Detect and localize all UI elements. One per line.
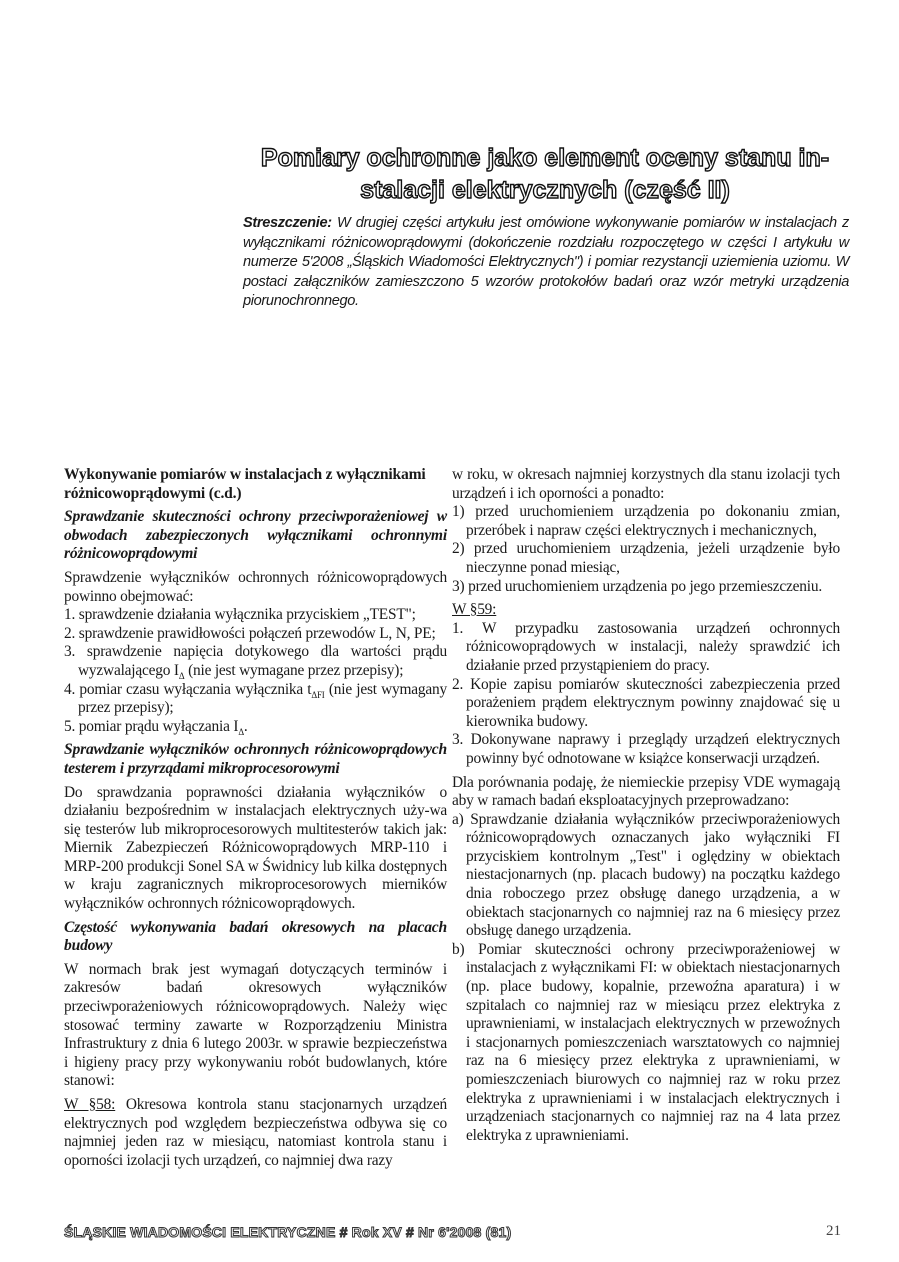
list-item: b) Pomiar skuteczności ochrony przeciwporażeniowej w instalacjach z wyłącznikami FI: w obiektach niestacjonarnych (np. place budowy, kopalnie, przewoźna aparatura) i w szpitalach co najmniej raz w miesiącu przez elektryka z uprawnieniami, w instalacjach elektrycznych w przewoźnych i stacjonarnych pomieszczeniach warsztatowych co najmniej raz na 6 miesięcy przez elektryka z uprawnieniami, w pomieszczeniach biurowych co najmniej raz w roku przez elektryka z uprawnieniami i w instalacjach elektrycznych i urządzeniach stacjonarnych co najmniej raz na 4 lata przez elektryka z uprawnieniami.	[452, 940, 840, 1144]
right-column	[452, 466, 840, 1145]
subscript: Δ	[178, 671, 185, 682]
paragraph-testers: Do sprawdzania poprawności działania wyłączników o działaniu bezpośrednim w instalacjach elektrycznych uży-wa się testerów lub mikroprocesorowych multitesterów takich jak: Miernik Zabezpieczeń Różnicowoprądowych MRP-110 i MRP-200 produkcji Sonel SA w Świdnicy lub kilka dostępnych w kraju zagranicznych mikroprocesorowych mierników wyłączników ochronnych różnicowoprądowych.	[64, 783, 447, 913]
list-item: 1. W przypadku zastosowania urządzeń ochronnych różnicowoprądowych w instalacji, należy sprawdzić ich działanie przed przystąpieniem do pracy.	[452, 619, 840, 674]
left-column	[64, 466, 447, 1175]
article-title	[190, 142, 899, 206]
s59-label: W §59:	[452, 601, 497, 619]
list-item: 3. Dokonywane naprawy i przeglądy urządzeń elektrycznych powinny być odnotowane w książce konserwacji urządzeń.	[452, 731, 840, 767]
list-item: a) Sprawdzanie działania wyłączników przeciwporażeniowych różnicowoprądowych oznaczanych jako wyłączniki FI przyciskiem kontrolnym „Test" i oględziny w obiektach niestacjonarnych (np. placach budowy) na początku każdego dnia roboczego przez obsługę danego urządzenia, a w obiektach stacjonarnych co najmniej raz na 6 miesięcy przez obsługę danego urządzenia.	[452, 810, 840, 940]
list-item: 3) przed uruchomieniem urządzenia po jego przemieszczeniu.	[452, 577, 822, 595]
list-item-text: (nie jest wymagane przez przepisy);	[184, 661, 404, 679]
paragraph-s58	[64, 1096, 447, 1170]
list-item: 1. sprawdzenie działania wyłącznika przyciskiem „TEST";	[64, 606, 416, 624]
paragraph-intro: Sprawdzenie wyłączników ochronnych różnicowoprądowych powinno obejmować:	[64, 568, 447, 605]
list-item-text: 4. pomiar czasu wyłączania wyłącznika t	[64, 680, 312, 698]
list-item: 1) przed uruchomieniem urządzenia po dokonaniu zmian, przeróbek i napraw części elektrycznych i mechanicznych,	[452, 503, 840, 539]
list-item-text: 3. sprawdzenie napięcia dotykowego dla wartości prądu wyzwalającego I	[64, 643, 447, 679]
title-line-2: stalacji elektrycznych (część II)	[360, 176, 730, 204]
paragraph-frequency: W normach brak jest wymagań dotyczących terminów i zakresów badań okresowych wyłączników przeciwporażeniowych różnicowoprądowych. Należy więc stosować terminy zawarte w Rozporządzeniu Ministra Infrastruktury z dnia 6 lutego 2003r. w sprawie bezpieczeństwa i higieny pracy przy wykonywaniu robót budowlanych, które stanowi:	[64, 960, 447, 1090]
s58-text: Okresowa kontrola stanu stacjonarnych urządzeń elektrycznych pod względem bezpieczeństwa odbywa się co najmniej jeden raz w miesiącu, natomiast kontrola stanu i oporności izolacji tych urządzeń, co najmniej dwa razy	[64, 1096, 447, 1169]
paragraph-vde: Dla porównania podaję, że niemieckie przepisy VDE wymagają aby w ramach badań eksploatacyjnych przeprowadzano:	[452, 773, 840, 810]
subheading-frequency: Częstość wykonywania badań okresowych na placach budowy	[64, 918, 447, 955]
list-item: 2) przed uruchomieniem urządzenia, jeżeli urządzenie było nieczynne ponad miesiąc,	[452, 540, 840, 576]
section-heading: Wykonywanie pomiarów w instalacjach z wyłącznikami różnicowoprądowymi (c.d.)	[64, 466, 426, 502]
abstract	[243, 214, 849, 312]
s58-label: W §58:	[64, 1096, 116, 1113]
subscript: Δ	[238, 726, 244, 737]
list-item-text: .	[243, 717, 248, 735]
abstract-text: W drugiej części artykułu jest omówione wykonywanie pomiarów w instalacjach z wyłącznikami różnicowoprądowymi (dokończenie rozdziału rozpoczętego w części I artykułu w numerze 5'2008 „Śląskich Wiadomości Elektrycznych") i pomiar rezystancji uziemienia uziomu. W postaci załączników zamieszczono 5 wzorów protokołów badań oraz wzór metryki urządzenia piorunochronnego.	[243, 215, 850, 309]
list-item: 2. sprawdzenie prawidłowości połączeń przewodów L, N, PE;	[64, 624, 436, 642]
paragraph-continuation: w roku, w okresach najmniej korzystnych dla stanu izolacji tych urządzeń i ich oporności a ponadto:	[452, 466, 840, 502]
list-item: 2. Kopie zapisu pomiarów skuteczności zabezpieczenia przed porażeniem prądem elektrycznym powinny znajdować się u kierownika budowy.	[452, 675, 840, 730]
list-item	[64, 681, 447, 718]
title-line-1: Pomiary ochronne jako element oceny stanu in-	[260, 144, 830, 172]
list-item-text: 5. pomiar prądu wyłączania I	[64, 717, 239, 735]
subheading-testers: Sprawdzanie wyłączników ochronnych różnicowoprądowych testerem i przyrządami mikroprocesorowymi	[64, 741, 447, 777]
list-item-text: (nie jest wymagany przez przepisy);	[78, 680, 448, 717]
subheading-rcd-protection: Sprawdzanie skuteczności ochrony przeciwporażeniowej w obwodach zabezpieczonych wyłącznikami ochronnymi różnicowoprądowymi	[64, 508, 447, 563]
abstract-label: Streszczenie:	[243, 215, 332, 231]
subscript: ΔFI	[311, 689, 325, 700]
list-item	[64, 643, 447, 680]
page-number: 21	[826, 1223, 841, 1239]
list-item	[64, 718, 447, 737]
journal-footer: ŚLĄSKIE WIADOMOŚCI ELEKTRYCZNE # Rok XV # Nr 6'2008 (81)	[64, 1224, 512, 1240]
